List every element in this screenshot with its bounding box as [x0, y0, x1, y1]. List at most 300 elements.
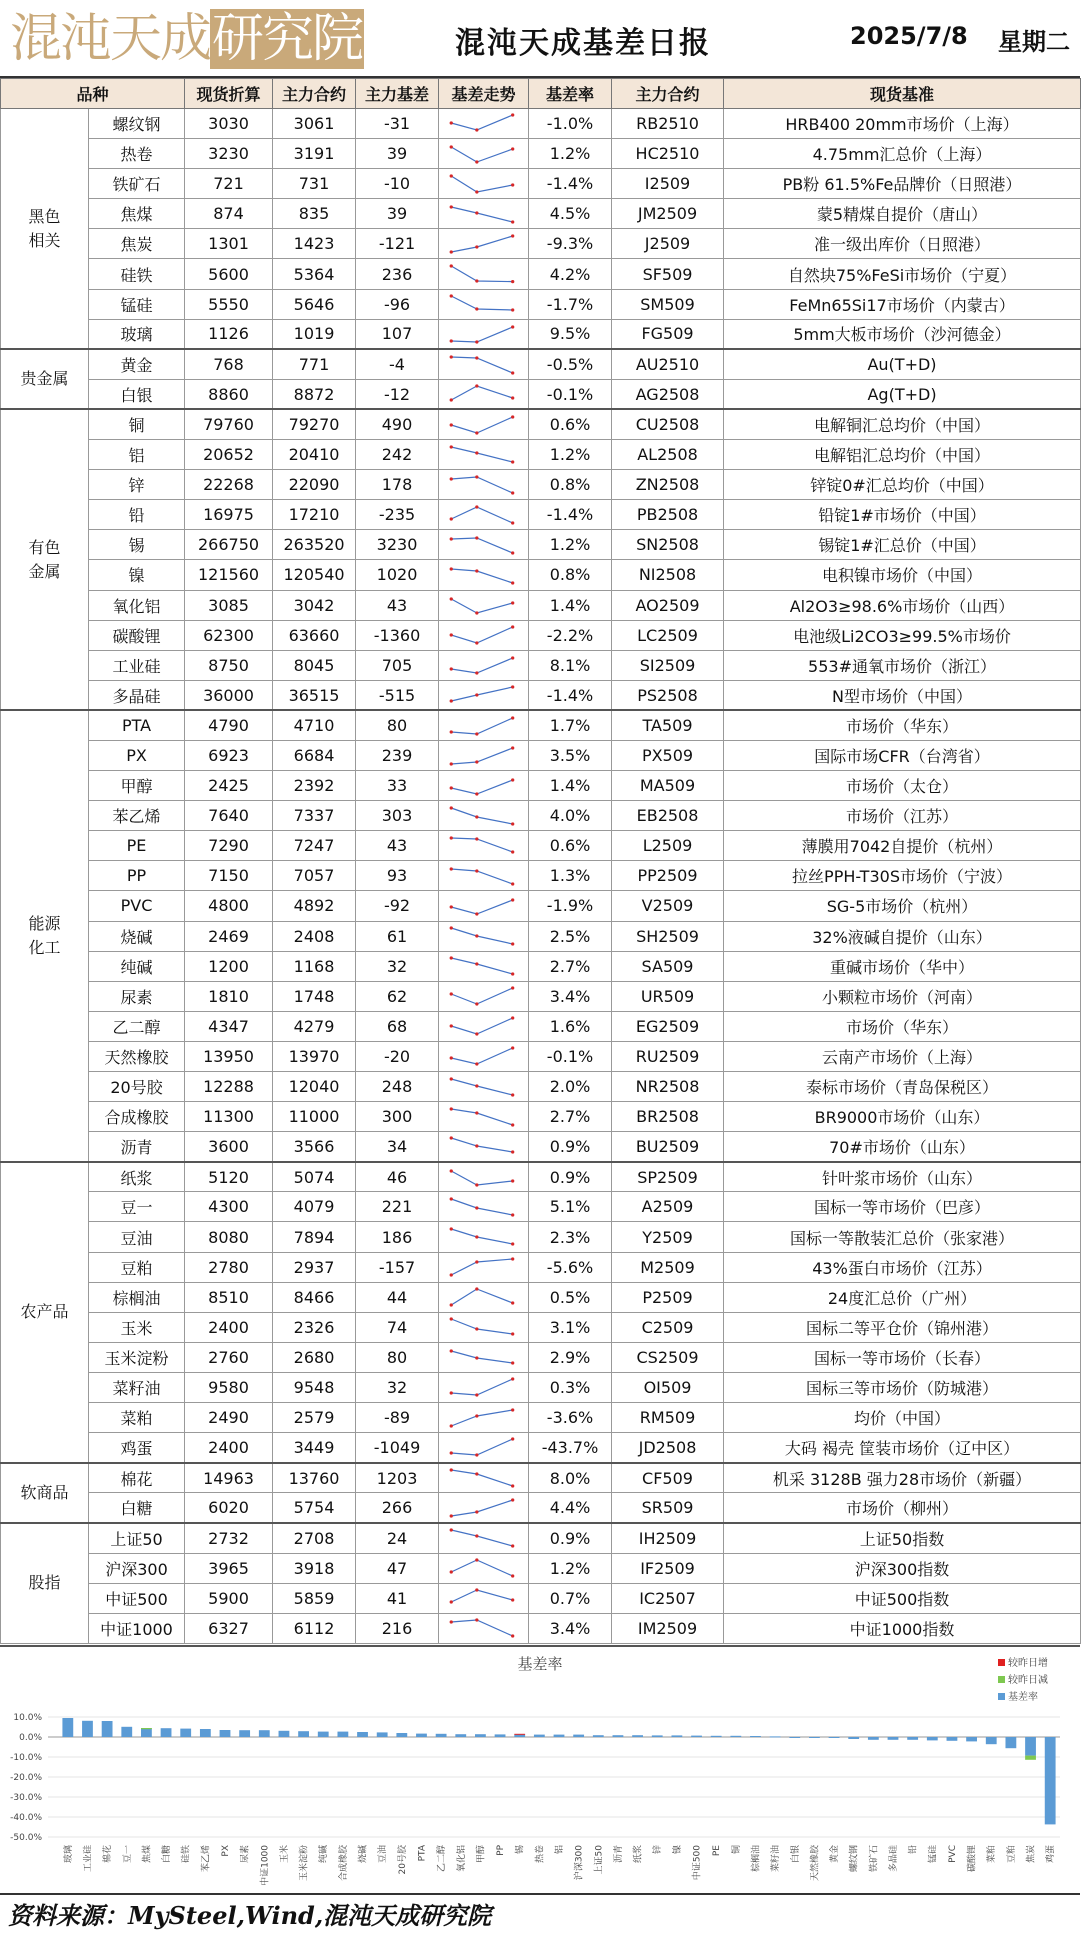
spot-benchmark: 中证500指数 [724, 1583, 1081, 1613]
spot-benchmark: Al2O3≥98.6%市场价（山西） [724, 590, 1081, 620]
variety-name: 碳酸锂 [89, 620, 185, 650]
variety-name: 豆一 [89, 1192, 185, 1222]
basis-trend-sparkline [439, 1192, 529, 1222]
main-contract: BU2509 [612, 1132, 724, 1162]
sparkline-line [451, 266, 512, 282]
sparkline-line [451, 780, 512, 794]
table-row [1, 1011, 1081, 1041]
main-contract: PB2508 [612, 500, 724, 530]
x-tick-label: 氧化铝 [456, 1845, 467, 1873]
x-tick-label: 多晶硅 [889, 1845, 899, 1873]
sparkline-point [475, 1111, 478, 1114]
main-basis: 43 [356, 831, 439, 861]
futures-price: 7247 [273, 831, 356, 861]
sparkline-point [511, 716, 514, 719]
spot-price: 8750 [185, 650, 273, 680]
futures-price: 63660 [273, 620, 356, 650]
main-basis: -235 [356, 500, 439, 530]
table-row [1, 1312, 1081, 1342]
sparkline-svg [441, 1012, 526, 1040]
table-row [1, 1162, 1081, 1192]
brand-logo: 混沌天成研究院 [10, 9, 363, 69]
basis-rate: -0.1% [529, 379, 612, 409]
main-contract: I2509 [612, 169, 724, 199]
main-basis: 80 [356, 1342, 439, 1372]
sparkline-point [511, 882, 514, 885]
bar-苯乙烯 [200, 1729, 211, 1737]
sparkline-point [450, 1197, 453, 1200]
futures-price: 835 [273, 199, 356, 229]
sparkline-point [511, 234, 514, 237]
y-tick-label: 0.0% [19, 1733, 42, 1743]
basis-trend-sparkline [439, 981, 529, 1011]
main-basis: 43 [356, 590, 439, 620]
sparkline-line [451, 1079, 512, 1095]
sparkline-svg [441, 621, 526, 649]
basis-rate: 2.3% [529, 1222, 612, 1252]
table-header-row [1, 79, 1081, 109]
legend-swatch [998, 1676, 1005, 1683]
sparkline-point [450, 445, 453, 448]
futures-price: 3918 [273, 1553, 356, 1583]
futures-price: 8466 [273, 1282, 356, 1312]
basis-rate: 0.6% [529, 831, 612, 861]
sparkline-point [475, 279, 478, 282]
sparkline-svg [441, 1193, 526, 1221]
table-row [1, 470, 1081, 500]
sparkline-point [511, 1179, 514, 1182]
variety-name: PE [89, 831, 185, 861]
sparkline-point [475, 356, 478, 359]
table-row [1, 680, 1081, 710]
sparkline-point [450, 597, 453, 600]
basis-trend-sparkline [439, 1162, 529, 1192]
futures-price: 5074 [273, 1162, 356, 1192]
sparkline-svg [441, 742, 526, 770]
legend-swatch [998, 1659, 1005, 1666]
main-contract: IH2509 [612, 1523, 724, 1553]
variety-name: 尿素 [89, 981, 185, 1011]
main-basis: 1203 [356, 1463, 439, 1493]
futures-price: 20410 [273, 440, 356, 470]
x-tick-label: 豆一 [122, 1845, 133, 1864]
sparkline-line [451, 1620, 512, 1636]
basis-rate: 3.4% [529, 981, 612, 1011]
sparkline-point [475, 569, 478, 572]
sparkline-point [475, 431, 478, 434]
futures-price: 1019 [273, 319, 356, 349]
x-tick-label: 焦煤 [142, 1845, 153, 1864]
basis-rate: 4.2% [529, 259, 612, 289]
sparkline-line [451, 1351, 512, 1363]
sparkline-point [511, 685, 514, 688]
category-cell: 有色 金属 [1, 409, 89, 710]
main-basis: 46 [356, 1162, 439, 1192]
basis-trend-sparkline [439, 1433, 529, 1463]
sparkline-point [450, 1468, 453, 1471]
sparkline-line [451, 1500, 512, 1516]
bar-天然橡胶 [809, 1737, 820, 1738]
basis-trend-sparkline [439, 500, 529, 530]
table-row [1, 650, 1081, 680]
spot-price: 3085 [185, 590, 273, 620]
main-contract: OI509 [612, 1372, 724, 1402]
basis-rate: 8.1% [529, 650, 612, 680]
futures-price: 3042 [273, 590, 356, 620]
sparkline-svg [441, 110, 526, 138]
bar-纸浆 [632, 1735, 643, 1737]
basis-rate: 1.7% [529, 710, 612, 740]
spot-price: 8510 [185, 1282, 273, 1312]
spot-benchmark: 薄膜用7042自提价（杭州） [724, 831, 1081, 861]
table-row [1, 710, 1081, 740]
futures-price: 263520 [273, 530, 356, 560]
spot-price: 4347 [185, 1011, 273, 1041]
sparkline-line [451, 1259, 512, 1275]
report-header [0, 0, 1080, 78]
spot-price: 2732 [185, 1523, 273, 1553]
basis-trend-sparkline [439, 1132, 529, 1162]
table-row [1, 740, 1081, 770]
sparkline-point [511, 521, 514, 524]
sparkline-line [451, 627, 512, 643]
sparkline-point [511, 601, 514, 604]
bar-沪深300 [573, 1735, 584, 1737]
sparkline-point [450, 121, 453, 124]
x-tick-label: 烧碱 [358, 1845, 369, 1864]
sparkline-point [475, 642, 478, 645]
spot-price: 2780 [185, 1252, 273, 1282]
category-cell: 股指 [1, 1523, 89, 1643]
sparkline-point [450, 1452, 453, 1455]
variety-name: 乙二醇 [89, 1011, 185, 1041]
sparkline-point [475, 1033, 478, 1036]
bar-甲醇 [475, 1734, 486, 1737]
basis-rate: -1.4% [529, 169, 612, 199]
basis-rate: 1.2% [529, 139, 612, 169]
table-row [1, 409, 1081, 439]
spot-benchmark: 铅锭1#市场价（中国） [724, 500, 1081, 530]
sparkline-point [450, 477, 453, 480]
variety-name: 鸡蛋 [89, 1433, 185, 1463]
table-row [1, 891, 1081, 921]
basis-rate: 3.5% [529, 740, 612, 770]
futures-price: 9548 [273, 1372, 356, 1402]
table-row [1, 1342, 1081, 1372]
spot-price: 2490 [185, 1403, 273, 1433]
x-tick-label: 苯乙烯 [201, 1845, 212, 1873]
futures-price: 12040 [273, 1072, 356, 1102]
futures-price: 2326 [273, 1312, 356, 1342]
sparkline-point [475, 1145, 478, 1148]
sparkline-point [511, 746, 514, 749]
spot-benchmark: Ag(T+D) [724, 379, 1081, 409]
sparkline-line [451, 296, 512, 310]
basis-trend-sparkline [439, 921, 529, 951]
sparkline-point [511, 898, 514, 901]
table-row [1, 349, 1081, 379]
main-basis: 242 [356, 440, 439, 470]
sparkline-point [475, 1510, 478, 1513]
sparkline-svg [441, 1103, 526, 1131]
table-row [1, 229, 1081, 259]
spot-benchmark: 市场价（柳州） [724, 1493, 1081, 1523]
basis-trend-sparkline [439, 349, 529, 379]
basis-rate: -5.6% [529, 1252, 612, 1282]
variety-name: 中证1000 [89, 1613, 185, 1643]
table-row [1, 1132, 1081, 1162]
table-row [1, 1583, 1081, 1613]
sparkline-point [475, 475, 478, 478]
main-contract: M2509 [612, 1252, 724, 1282]
sparkline-svg [441, 1313, 526, 1341]
futures-price: 1423 [273, 229, 356, 259]
futures-price: 771 [273, 349, 356, 379]
spot-benchmark: 市场价（华东） [724, 710, 1081, 740]
sparkline-svg [441, 651, 526, 679]
sparkline-point [511, 113, 514, 116]
sparkline-point [511, 581, 514, 584]
sparkline-point [475, 1288, 478, 1291]
sparkline-svg [441, 1132, 526, 1160]
x-tick-label: 玉米淀粉 [299, 1845, 310, 1882]
futures-price: 17210 [273, 500, 356, 530]
sparkline-point [475, 385, 478, 388]
sparkline-svg [441, 982, 526, 1010]
spot-price: 7640 [185, 801, 273, 831]
table-row [1, 530, 1081, 560]
sparkline-point [511, 822, 514, 825]
sparkline-svg [441, 501, 526, 529]
sparkline-point [511, 1302, 514, 1305]
spot-benchmark: 市场价（华东） [724, 1011, 1081, 1041]
main-basis: -515 [356, 680, 439, 710]
variety-name: 焦煤 [89, 199, 185, 229]
main-basis: 178 [356, 470, 439, 500]
variety-name: 黄金 [89, 349, 185, 379]
spot-benchmark: 市场价（江苏） [724, 801, 1081, 831]
main-basis: 32 [356, 1372, 439, 1402]
sparkline-point [475, 732, 478, 735]
spot-price: 4800 [185, 891, 273, 921]
main-contract: FG509 [612, 319, 724, 349]
sparkline-point [450, 926, 453, 929]
spot-benchmark: 机采 3128B 强力28市场价（新疆） [724, 1463, 1081, 1493]
main-contract: SR509 [612, 1493, 724, 1523]
main-contract: J2509 [612, 229, 724, 259]
sparkline-point [450, 867, 453, 870]
sparkline-point [511, 1093, 514, 1096]
x-tick-label: 菜籽油 [771, 1845, 782, 1873]
table-row [1, 1433, 1081, 1463]
spot-benchmark: N型市场价（中国） [724, 680, 1081, 710]
sparkline-point [450, 399, 453, 402]
variety-name: 20号胶 [89, 1072, 185, 1102]
main-basis: -31 [356, 109, 439, 139]
sparkline-line [451, 207, 512, 222]
sparkline-svg [441, 290, 526, 318]
sparkline-svg [441, 1464, 526, 1492]
sparkline-svg [441, 170, 526, 198]
sparkline-point [511, 626, 514, 629]
bar-工业硅 [82, 1721, 93, 1737]
main-basis: 239 [356, 740, 439, 770]
basis-rate: 4.0% [529, 801, 612, 831]
basis-rate: 0.7% [529, 1583, 612, 1613]
sparkline-point [511, 309, 514, 312]
x-tick-label: PE [712, 1845, 723, 1857]
variety-name: 玻璃 [89, 319, 185, 349]
spot-price: 5550 [185, 289, 273, 319]
sparkline-point [511, 415, 514, 418]
table-body [1, 109, 1081, 1644]
futures-price: 120540 [273, 560, 356, 590]
bar-玉米 [279, 1731, 290, 1737]
bar-豆粕 [1005, 1737, 1016, 1748]
sparkline-point [450, 1392, 453, 1395]
variety-name: 铜 [89, 409, 185, 439]
variety-name: 热卷 [89, 139, 185, 169]
main-contract: EB2508 [612, 801, 724, 831]
main-contract: SF509 [612, 259, 724, 289]
x-tick-label: 纯碱 [319, 1845, 330, 1864]
bar-镍 [671, 1735, 682, 1737]
x-tick-label: 螺纹钢 [849, 1845, 860, 1873]
basis-trend-sparkline [439, 1342, 529, 1372]
table-row [1, 440, 1081, 470]
main-contract: SA509 [612, 951, 724, 981]
report-date: 2025/7/8 [850, 22, 968, 50]
basis-trend-sparkline [439, 1523, 529, 1553]
spot-benchmark: 32%液碱自提价（山东） [724, 921, 1081, 951]
basis-rate: 1.4% [529, 771, 612, 801]
main-basis: 39 [356, 199, 439, 229]
futures-price: 8872 [273, 379, 356, 409]
sparkline-svg [441, 862, 526, 890]
basis-rate: 3.1% [529, 1312, 612, 1342]
sparkline-point [475, 1003, 478, 1006]
sparkline-point [511, 371, 514, 374]
bar-白银 [789, 1737, 800, 1738]
sparkline-svg [441, 1223, 526, 1251]
spot-benchmark: 43%蛋白市场价（江苏） [724, 1252, 1081, 1282]
spot-benchmark: 小颗粒市场价（河南） [724, 981, 1081, 1011]
sparkline-line [451, 838, 512, 852]
sparkline-point [475, 160, 478, 163]
variety-name: 纸浆 [89, 1162, 185, 1192]
sparkline-point [511, 1545, 514, 1548]
basis-trend-sparkline [439, 1613, 529, 1643]
futures-price: 1168 [273, 951, 356, 981]
basis-trend-sparkline [439, 229, 529, 259]
spot-price: 721 [185, 169, 273, 199]
sparkline-point [450, 1424, 453, 1427]
main-basis: -20 [356, 1041, 439, 1071]
sparkline-line [451, 386, 512, 400]
table-row [1, 379, 1081, 409]
sparkline-point [511, 147, 514, 150]
legend-label: 基差率 [1008, 1692, 1038, 1703]
sparkline-point [475, 963, 478, 966]
x-tick-label: 玻璃 [63, 1845, 74, 1864]
category-cell: 贵金属 [1, 349, 89, 409]
main-contract: IM2509 [612, 1613, 724, 1643]
variety-name: 菜籽油 [89, 1372, 185, 1402]
main-basis: -96 [356, 289, 439, 319]
basis-rate: -1.4% [529, 500, 612, 530]
sparkline-point [511, 987, 514, 990]
spot-benchmark: BR9000市场价（山东） [724, 1102, 1081, 1132]
table-row [1, 259, 1081, 289]
x-tick-label: 棉花 [103, 1845, 114, 1864]
spot-price: 8860 [185, 379, 273, 409]
bar-白糖 [161, 1728, 172, 1737]
sparkline-line [451, 477, 512, 493]
x-tick-label: 豆粕 [1006, 1845, 1017, 1864]
sparkline-svg [441, 200, 526, 228]
basis-rate: 5.1% [529, 1192, 612, 1222]
sparkline-point [450, 205, 453, 208]
spot-price: 9580 [185, 1372, 273, 1402]
sparkline-point [450, 1350, 453, 1353]
bar-PP [495, 1734, 506, 1737]
sparkline-line [451, 958, 512, 974]
basis-trend-sparkline [439, 891, 529, 921]
sparkline-point [475, 1535, 478, 1538]
futures-price: 5754 [273, 1493, 356, 1523]
futures-price: 5646 [273, 289, 356, 319]
basis-trend-sparkline [439, 560, 529, 590]
x-tick-label: PTA [417, 1845, 428, 1862]
col-header-rate: 基差率 [529, 79, 612, 109]
col-header-variety: 品种 [1, 79, 185, 109]
sparkline-point [450, 1304, 453, 1307]
table-row [1, 1072, 1081, 1102]
futures-price: 2392 [273, 771, 356, 801]
basis-rate: -1.0% [529, 109, 612, 139]
variety-name: 烧碱 [89, 921, 185, 951]
sparkline-line [451, 1018, 512, 1034]
spot-benchmark: 中证1000指数 [724, 1613, 1081, 1643]
variety-name: 焦炭 [89, 229, 185, 259]
basis-trend-sparkline [439, 650, 529, 680]
basis-rate: 1.2% [529, 1553, 612, 1583]
spot-price: 11300 [185, 1102, 273, 1132]
sparkline-point [450, 836, 453, 839]
basis-trend-sparkline [439, 139, 529, 169]
table-row [1, 109, 1081, 139]
futures-price: 5859 [273, 1583, 356, 1613]
table-row [1, 1282, 1081, 1312]
sparkline-point [475, 1454, 478, 1457]
basis-rate: 0.9% [529, 1132, 612, 1162]
basis-trend-sparkline [439, 289, 529, 319]
sparkline-point [475, 912, 478, 915]
main-basis: 300 [356, 1102, 439, 1132]
sparkline-point [450, 339, 453, 342]
spot-benchmark: 70#市场价（山东） [724, 1132, 1081, 1162]
main-contract: LC2509 [612, 620, 724, 650]
sparkline-line [451, 1560, 512, 1576]
col-header-spot: 现货折算 [185, 79, 273, 109]
basis-rate: -43.7% [529, 1433, 612, 1463]
x-tick-label: PX [221, 1845, 231, 1857]
basis-rate-chart-svg [0, 1647, 1080, 1893]
futures-price: 2408 [273, 921, 356, 951]
spot-benchmark: 4.75mm汇总价（上海） [724, 139, 1081, 169]
main-contract: C2509 [612, 1312, 724, 1342]
spot-benchmark: 自然块75%FeSi市场价（宁夏） [724, 259, 1081, 289]
